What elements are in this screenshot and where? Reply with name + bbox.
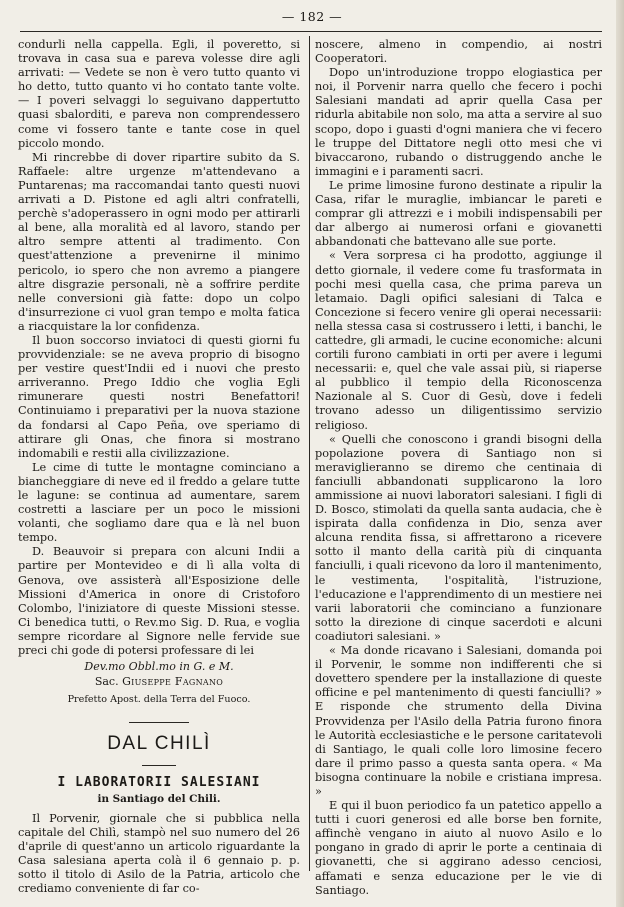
header-rule <box>20 31 602 32</box>
paragraph: Mi rincrebbe di dover ripartire subito da S. Raffaele: altre urgenze m'attendevano a Puntarenas; ma raccomandai tanto questi nuovi arrivati a D. Pistone ed agli altri confratelli, perchè s'adoperassero in ogni modo per attirarli al bene, alla moralità ed al lavoro, stando per altro sempre attenti al tradimento. Con quest'attenzione a prevenirne il minimo pericolo, io spero che non avremo a piangere altre disgrazie personali, nè a soffrire perdite nelle conversioni già fatte: dopo un colpo d'insurrezione ci vuol gran tempo e molta fatica a riacquistare la lor confidenza. <box>18 150 300 333</box>
title-separator <box>142 765 176 766</box>
paragraph: « Ma donde ricavano i Salesiani, domanda poi il Porvenir, le somme non indifferenti che si dovettero spendere per la installazione di queste officine e pel mantenimento di questi fanciulli? » E risponde che strumento della Divina Provvidenza per l'Asilo della Patria furono finora le Autorità ecclesiastiche e le persone caritatevoli di Santiago, le quali colle loro limosine fecero dare il primo passo a questa santa opera. « Ma bisogna continuare la nobile e cristiana impresa. » <box>315 644 602 798</box>
paragraph: noscere, almeno in compendio, ai nostri Cooperatori. <box>315 38 602 66</box>
signature-office: Prefetto Apost. della Terra del Fuoco. <box>67 694 251 706</box>
signature-name-text: Giuseppe Fagnano <box>122 674 224 688</box>
signature-name-prefix: Sac. <box>94 674 119 688</box>
paragraph: « Vera sorpresa ci ha prodotto, aggiunge il detto giornale, il vedere come fu trasformata in pochi mesi quella casa, che prima pareva un letamaio. Dagli opifici salesiani di Talca e Concezione si fecero venire gli operai necessarii: nella stessa casa si costrussero i letti, i banchi, le cattedre, gli armadi, le cucine economiche: alcuni cortili furono cambiati in orti per avere i legumi necessarii: e, quel che vale assai più, si riaperse al pubblico il tempio della Riconoscenza Nazionale al S. Cuor di Gesù, dove i fedeli trovano adesso un diligentissimo servizio religioso. <box>315 249 602 432</box>
paragraph: Dopo un'introduzione troppo elogiastica per noi, il Porvenir narra quello che fecero i pochi Salesiani mandati ad aprir quella Casa per ridurla abitabile non solo, ma atta a servire al suo scopo, dopo i guasti d'ogni maniera che vi fecero le truppe del Dittatore negli otto mesi che vi bivaccarono, rubando o distruggendo anche le immagini e i paramenti sacri. <box>315 66 602 178</box>
paragraph: Il buon soccorso inviatoci di questi giorni fu provvidenziale: se ne aveva proprio di bisogno per vestire quest'Indii ed i nuovi che presto arriveranno. Prego Iddio che voglia Egli rimunerare questi nostri Benefattori! Continuiamo i preparativi per la nuova stazione da fondarsi al Capo Peña, ove speriamo di attirare gli Onas, che finora si mostrano indomabili e restii alla civilizzazione. <box>18 333 300 460</box>
signature-closing: Dev.mo Obbl.mo in G. e M. <box>84 660 234 674</box>
page-number: — 182 — <box>281 9 343 24</box>
paragraph: Le cime di tutte le montagne cominciano a biancheggiare di neve ed il freddo a gelare tutte le lagune: se continua ad aumentare, sarem costretti a lasciare per un poco le missioni volanti, che sogliamo dare qua e là nel buon tempo. <box>18 460 300 545</box>
page-edge-shadow <box>616 0 624 907</box>
paragraph: « Quelli che conoscono i grandi bisogni della popolazione povera di Santiago non si meraviglieranno se diremo che centinaia di fanciulli abbandonati supplicarono la loro ammissione ai nuovi laboratori salesiani. I figli di D. Bosco, stimolati da quella santa audacia, che è ispirata dalla confidenza in Dio, senza aver alcuna rendita fissa, si affrettarono a ricevere sotto il manto della carità più di cinquanta fanciulli, i quali ricevono da loro il mantenimento, le vestimenta, l'ospitalità, l'istruzione, l'educazione e l'apprendimento di un mestiere nei varii laboratorii che cominciano a funzionare sotto la direzione di cinque sacerdoti e alcuni coadiutori salesiani. » <box>315 432 602 643</box>
section-title: DAL CHILÌ <box>107 732 211 754</box>
right-column <box>315 38 602 898</box>
article-intro: Il Porvenir, giornale che si pubblica nella capitale del Chilì, stampò nel suo numero del 26 d'aprile di quest'anno un articolo riguardante la Casa salesiana aperta colà il 6 gennaio p. p. sotto il titolo di Asilo de la Patria, articolo che crediamo conveniente di far co- <box>18 811 300 896</box>
article-subtitle: in Santiago del Chili. <box>97 792 221 805</box>
signature-block <box>18 660 300 708</box>
article-title: I LABORATORII SALESIANI <box>57 774 261 790</box>
left-column <box>18 38 300 896</box>
signature-name <box>18 675 300 690</box>
paragraph: E qui il buon periodico fa un patetico appello a tutti i cuori generosi ed alle borse ben fornite, affinchè vengano in aiuto al nuovo Asilo e lo pongano in grado di aprir le porte a centinaia di giovanetti, che si aggirano adesso cenciosi, affamati e senza educazione per le vie di Santiago. <box>315 799 602 897</box>
paragraph: Le prime limosine furono destinate a ripulir la Casa, rifar le muraglie, imbiancar le pareti e comprar gli attrezzi e i mobili indispensabili per dar albergo ai numerosi orfani e giovanetti abbandonati che battevano alle sue porte. <box>315 178 602 249</box>
paragraph: D. Beauvoir si prepara con alcuni Indii a partire per Montevideo e di lì alla volta di Genova, ove assisterà all'Esposizione delle Missioni d'America in onore di Cristoforo Colombo, l'iniziatore di queste Missioni stesse. Ci benedica tutti, o Rev.mo Sig. D. Rua, e voglia sempre ricordare al Signore nelle fervide sue preci chi gode di potersi professare di lei <box>18 545 300 658</box>
section-separator <box>129 722 189 723</box>
paragraph: condurli nella cappella. Egli, il poveretto, si trovava in casa sua e pareva volesse dire agli arrivati: — Vedete se non è vero tutto quanto vi ho detto, tutto quanto vi ho contato tante volte. — I poveri selvaggi lo seguivano dappertutto quasi sbalorditi, e pareva non comprendessero come vi fossero tante e tante cose in quel piccolo mondo. <box>18 38 300 150</box>
column-divider <box>309 36 310 871</box>
